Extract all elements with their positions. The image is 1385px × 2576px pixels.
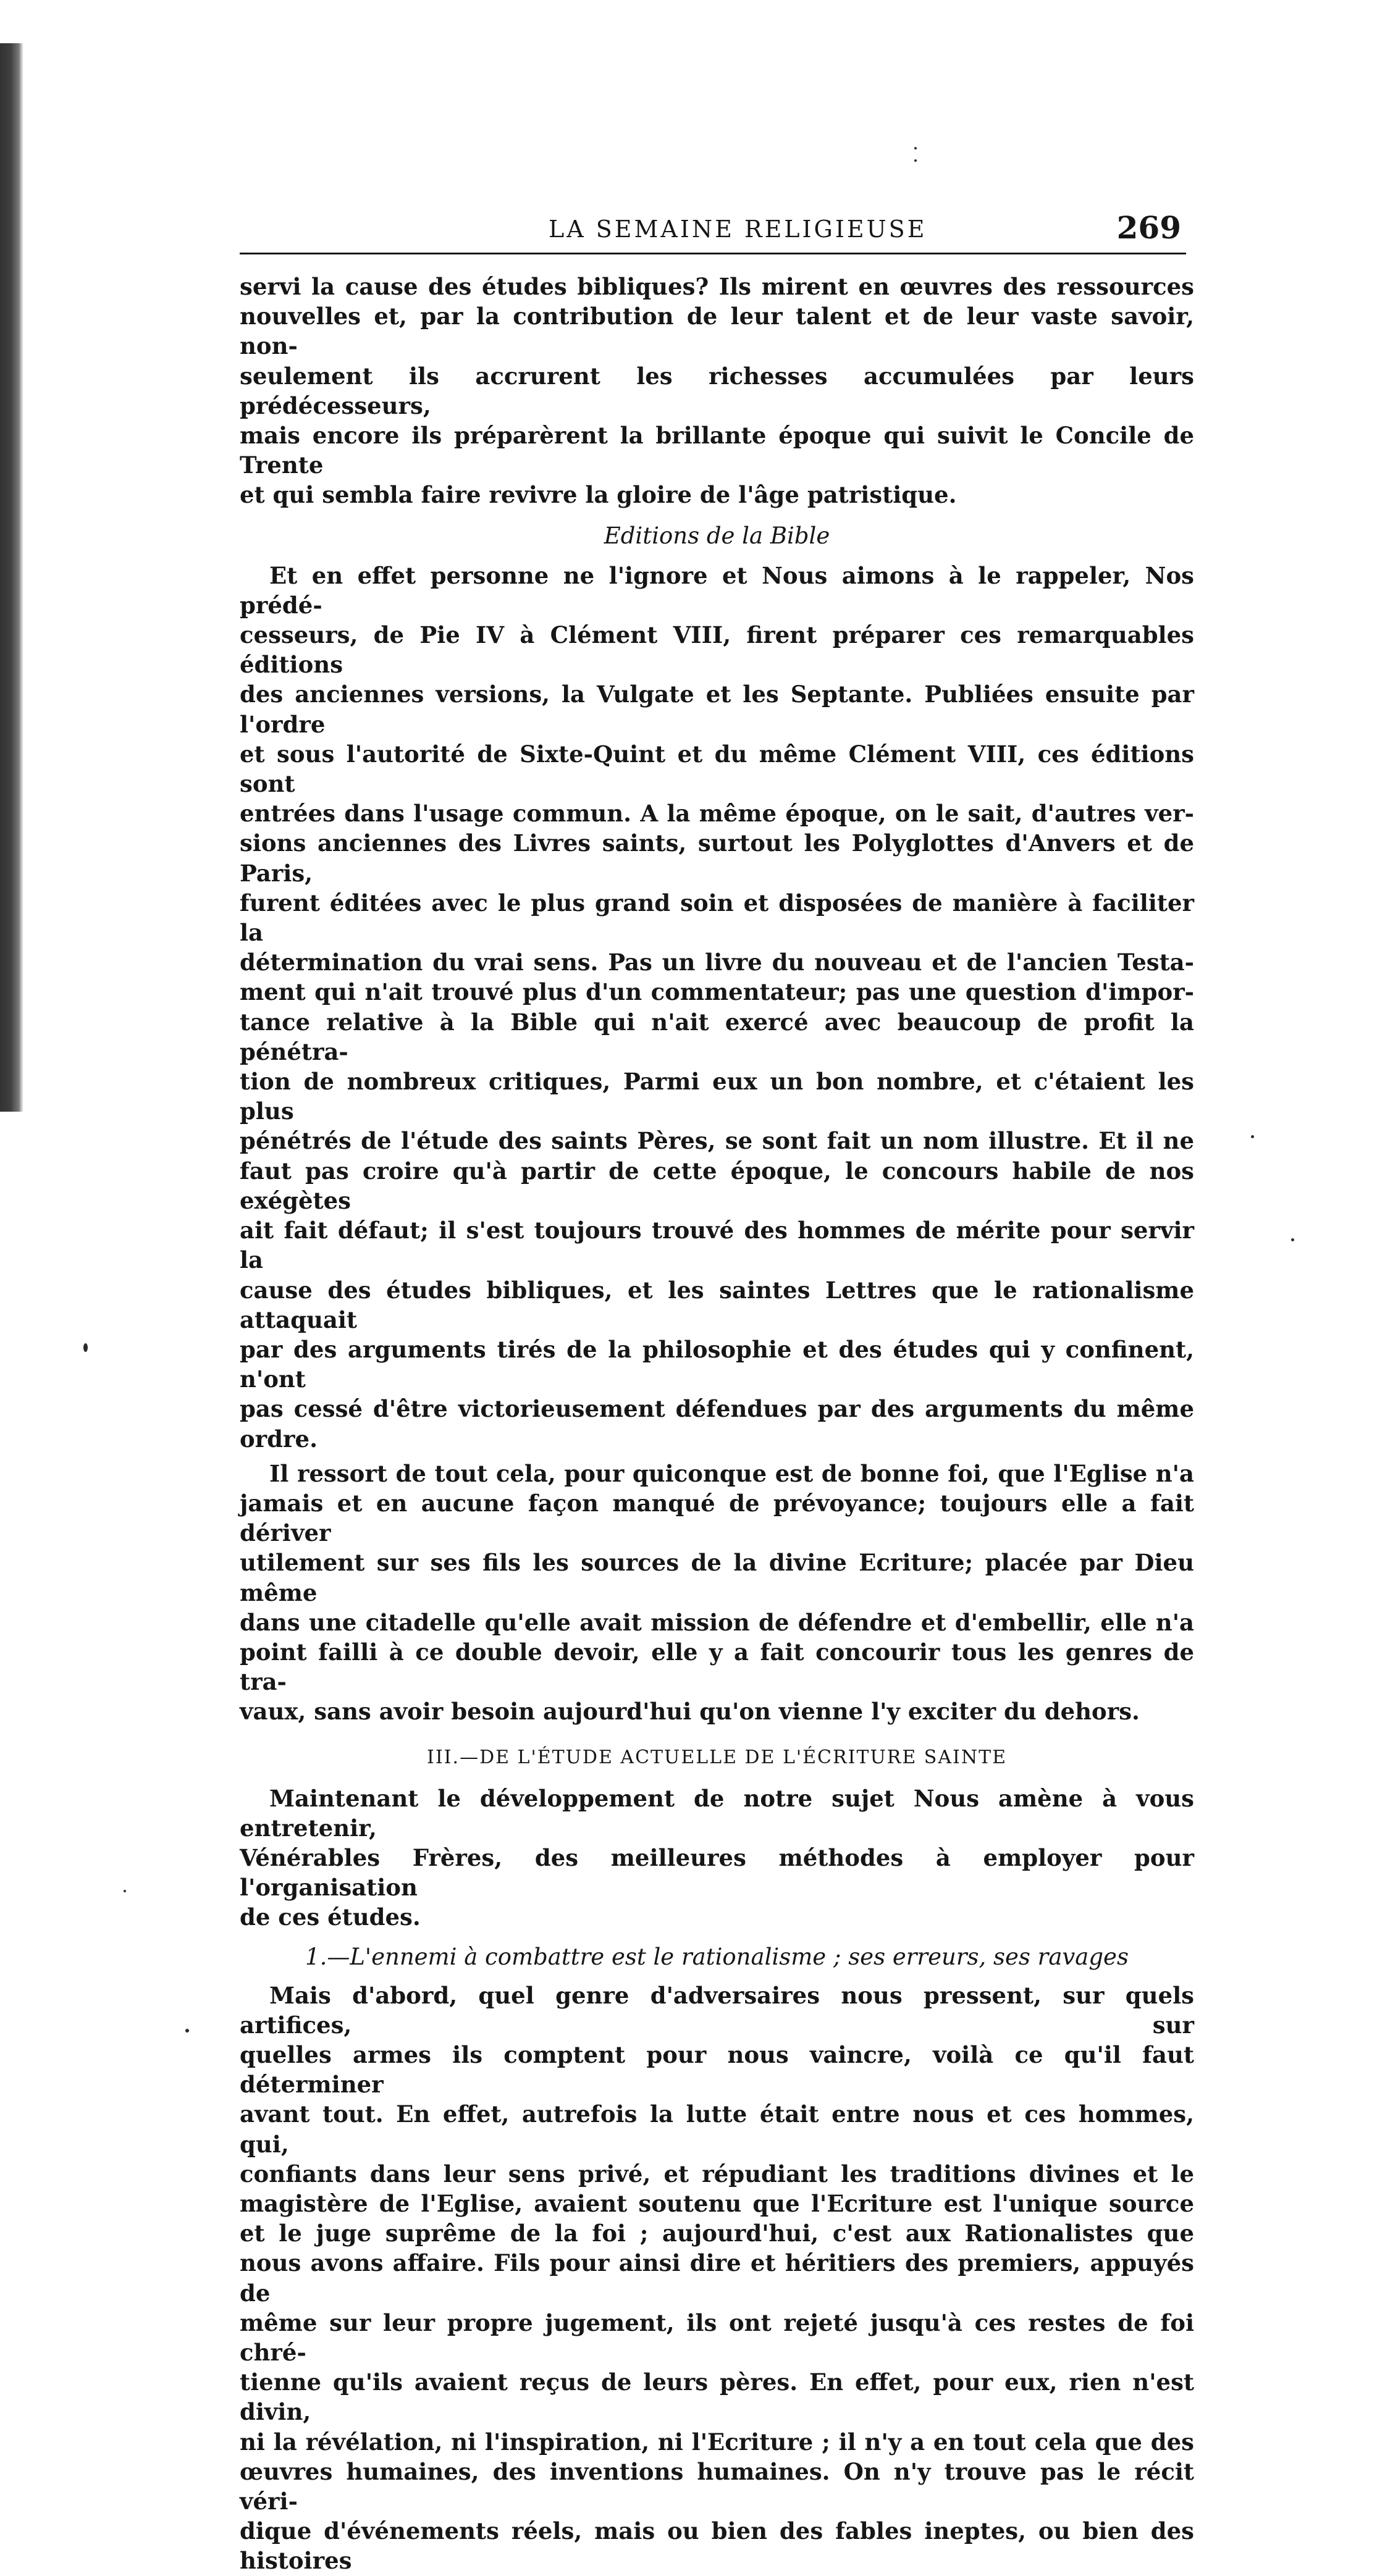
text-line: dique d'événements réels, mais ou bien des fables ineptes, ou bien des histoires [240, 2517, 1194, 2575]
page-header [240, 206, 1186, 254]
running-title: LA SEMAINE RELIGIEUSE [549, 216, 927, 243]
paragraph-church-foresight [240, 1459, 1194, 1727]
paragraph-editions [240, 561, 1194, 1454]
text-line: Et en effet personne ne l'ignore et Nous aimons à le rappeler, Nos prédé- [240, 561, 1194, 619]
text-line: mais encore ils préparèrent la brillante époque qui suivit le Concile de Trente [240, 422, 1194, 479]
text-line: Mais d'abord, quel genre d'adversaires nous pressent, sur quels artifices, sur [240, 1981, 1194, 2039]
text-line: servi la cause des études bibliques? Ils mirent en œuvres des ressources [240, 273, 1194, 300]
text-line: œuvres humaines, des inventions humaines. On n'y trouve pas le récit véri- [240, 2457, 1194, 2515]
heading-enemy-rationalism: 1.—L'ennemi à combattre est le rationalisme ; ses erreurs, ses ravages [305, 1943, 1129, 1970]
scanned-page-edge [0, 43, 23, 1112]
heading-section-iii: III.—DE L'ÉTUDE ACTUELLE DE L'ÉCRITURE SAINTE [426, 1746, 1007, 1768]
text-line: ait fait défaut; il s'est toujours trouvé des hommes de mérite pour servir la [240, 1217, 1194, 1274]
text-line: tienne qu'ils avaient reçus de leurs pères. En effet, pour eux, rien n'est divin, [240, 2368, 1194, 2426]
paragraph-continuation [240, 272, 1194, 510]
text-line: même sur leur propre jugement, ils ont rejeté jusqu'à ces restes de foi chré- [240, 2309, 1194, 2366]
text-line: tance relative à la Bible qui n'ait exercé avec beaucoup de profit la pénétra- [240, 1008, 1194, 1065]
text-line: ni la révélation, ni l'inspiration, ni l'Ecriture ; il n'y a en tout cela que des [240, 2428, 1194, 2456]
text-line: furent éditées avec le plus grand soin et disposées de manière à faciliter la [240, 889, 1194, 947]
text-line: confiants dans leur sens privé, et répudiant les traditions divines et le [240, 2160, 1194, 2188]
text-line: jamais et en aucune façon manqué de prévoyance; toujours elle a fait dériver [240, 1489, 1194, 1547]
text-line: de ces études. [240, 1903, 421, 1931]
speck-mark [124, 1890, 126, 1892]
speck-mark [185, 2029, 189, 2033]
header-rule [240, 253, 1186, 254]
text-line: nouvelles et, par la contribution de leur talent et de leur vaste savoir, non- [240, 303, 1194, 360]
speck-mark [1291, 1238, 1294, 1241]
text-line: seulement ils accrurent les richesses accumulées par leurs prédécesseurs, [240, 362, 1194, 419]
text-line: pénétrés de l'étude des saints Pères, se sont fait un nom illustre. Et il ne [240, 1127, 1194, 1155]
text-line: magistère de l'Eglise, avaient soutenu que l'Ecriture est l'unique source [240, 2189, 1194, 2217]
text-line: faut pas croire qu'à partir de cette époque, le concours habile de nos exégètes [240, 1157, 1194, 1214]
text-line: Vénérables Frères, des meilleures méthodes à employer pour l'organisation [240, 1844, 1194, 1902]
text-line: dans une citadelle qu'elle avait mission de défendre et d'embellir, elle n'a [240, 1608, 1194, 1636]
speck-mark [914, 147, 917, 149]
speck-mark [83, 1343, 88, 1352]
speck-mark [1251, 1135, 1254, 1138]
text-line: Maintenant le développement de notre sujet Nous amène à vous entretenir, [240, 1784, 1194, 1842]
body-text [240, 272, 1194, 2576]
text-line: détermination du vrai sens. Pas un livre du nouveau et de l'ancien Testa- [240, 949, 1194, 976]
paragraph-rationalists [240, 1981, 1194, 2576]
text-line: utilement sur ses fils les sources de la divine Ecriture; placée par Dieu même [240, 1549, 1194, 1606]
text-line: quelles armes ils comptent pour nous vaincre, voilà ce qu'il faut déterminer [240, 2041, 1194, 2099]
text-line: tion de nombreux critiques, Parmi eux un bon nombre, et c'étaient les plus [240, 1068, 1194, 1125]
text-line: et sous l'autorité de Sixte-Quint et du même Clément VIII, ces éditions sont [240, 740, 1194, 798]
heading-editions-bible: Editions de la Bible [604, 522, 830, 549]
speck-mark [914, 159, 917, 162]
text-line: et qui sembla faire revivre la gloire de l'âge patristique. [240, 481, 957, 509]
text-line: entrées dans l'usage commun. A la même époque, on le sait, d'autres ver- [240, 800, 1194, 828]
text-line: cause des études bibliques, et les saintes Lettres que le rationalisme attaquait [240, 1276, 1194, 1333]
text-line: ordre. [240, 1425, 318, 1453]
text-line: par des arguments tirés de la philosophie et des études qui y confinent, n'ont [240, 1335, 1194, 1393]
paragraph-methods [240, 1784, 1194, 1932]
page-number: 269 [1116, 209, 1181, 246]
text-line: point failli à ce double devoir, elle y a fait concourir tous les genres de tra- [240, 1638, 1194, 1696]
text-line: avant tout. En effet, autrefois la lutte était entre nous et ces hommes, qui, [240, 2100, 1194, 2158]
text-line: nous avons affaire. Fils pour ainsi dire et héritiers des premiers, appuyés de [240, 2249, 1194, 2307]
text-line: des anciennes versions, la Vulgate et les Septante. Publiées ensuite par l'ordre [240, 681, 1194, 738]
text-line: ment qui n'ait trouvé plus d'un commentateur; pas une question d'impor- [240, 978, 1194, 1006]
text-line: et le juge suprême de la foi ; aujourd'hui, c'est aux Rationalistes que [240, 2220, 1194, 2247]
text-line: Il ressort de tout cela, pour quiconque est de bonne foi, que l'Eglise n'a [269, 1459, 1194, 1487]
text-line: cesseurs, de Pie IV à Clément VIII, firent préparer ces remarquables éditions [240, 621, 1194, 679]
text-line: pas cessé d'être victorieusement défendues par des arguments du même [240, 1395, 1194, 1423]
text-line: sions anciennes des Livres saints, surtout les Polyglottes d'Anvers et de Paris, [240, 829, 1194, 887]
text-line: vaux, sans avoir besoin aujourd'hui qu'on vienne l'y exciter du dehors. [240, 1698, 1140, 1726]
